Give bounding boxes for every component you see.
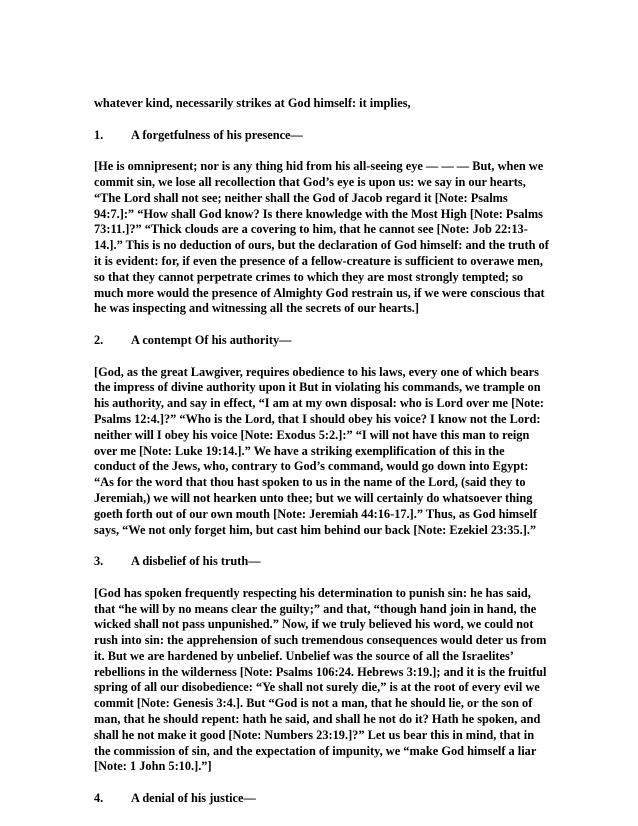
section-2-heading xyxy=(94,333,549,349)
section-1-body: [He is omnipresent; nor is any thing hid from his all-seeing eye — — — But, when we commit sin, we lose all recollection that God’s eye is upon us: we say in our hearts, “The Lord shall not see; neither shall the God of Jacob regard it [Note: Psalms 94:7.]:” “How shall God know? Is there knowledge with the Most High [Note: Psalms 73:11.]?” “Thick clouds are a covering to him, that he cannot see [Note: Job 22:13-14.].” This is no deduction of ours, but the declaration of God himself: and the truth of it is evident: for, if even the presence of a fellow-creature is sufficient to overawe men, so that they cannot perpetrate crimes to which they are most strongly tempted; so much more would the presence of Almighty God restrain us, if we were conscious that he was inspecting and witnessing all the secrets of our hearts.] xyxy=(94,159,549,316)
section-3-heading xyxy=(94,554,549,570)
section-4-title: A denial of his justice— xyxy=(131,791,256,806)
intro-paragraph: whatever kind, necessarily strikes at God himself: it implies, xyxy=(94,96,411,110)
section-2-number: 2. xyxy=(94,332,104,347)
section-4-number: 4. xyxy=(94,791,104,806)
section-1-title: A forgetfulness of his presence— xyxy=(131,127,303,142)
section-2-body: [God, as the great Lawgiver, requires obedience to his laws, every one of which bears the impress of divine authority upon it But in violating his commands, we trample on his authority, and say in effect, “I am at my own disposal: who is Lord over me [Note: Psalms 12:4.]?” “Who is the Lord, that I should obey his voice? I know not the Lord: neither will I obey his voice [Note: Exodus 5:2.]:” “I will not have this man to reign over me [Note: Luke 19:14.].” We have a striking exemplification of this in the conduct of the Jews, who, contrary to God’s command, would go down into Egypt: “As for the word that thou hast spoken to us in the name of the Lord, (said they to Jeremiah,) we will not hearken unto thee; but we will certainly do whatsoever thing goeth forth out of our own mouth [Note: Jeremiah 44:16-17.].” Thus, as God himself says, “We not only forget him, but cast him behind our back [Note: Ezekiel 23:35.].” xyxy=(94,364,544,537)
section-3-number: 3. xyxy=(94,554,104,569)
section-3-body: [God has spoken frequently respecting his determination to punish sin: he has said, that “he will by no means clear the guilty;” and that, “though hand join in hand, the wicked shall not pass unpunished.” Now, if we truly believed his word, we could not rush into sin: the apprehension of such tremendous consequences would deter us from it. But we are hardened by unbelief. Unbelief was the source of all the Israelites’ rebellions in the wilderness [Note: Psalms 106:24. Hebrews 3:19.]; and it is the fruitful spring of all our disobedience: “Ye shall not surely die,” is at the root of every evil we commit [Note: Genesis 3:4.]. But “God is not a man, that he should lie, or the son of man, that he should repent: hath he said, and shall he not do it? Hath he spoken, and shall he not make it good [Note: Numbers 23:19.]?” Let us bear this in mind, that in the commission of sin, and the expectation of impunity, we “make God himself a liar [Note: 1 John 5:10.].”] xyxy=(94,585,547,774)
section-2-title: A contempt Of his authority— xyxy=(131,332,292,347)
section-1-heading xyxy=(94,128,549,144)
section-1-number: 1. xyxy=(94,127,104,142)
section-4-heading xyxy=(94,791,549,807)
section-3-title: A disbelief of his truth— xyxy=(131,554,261,569)
document-page xyxy=(94,96,549,823)
